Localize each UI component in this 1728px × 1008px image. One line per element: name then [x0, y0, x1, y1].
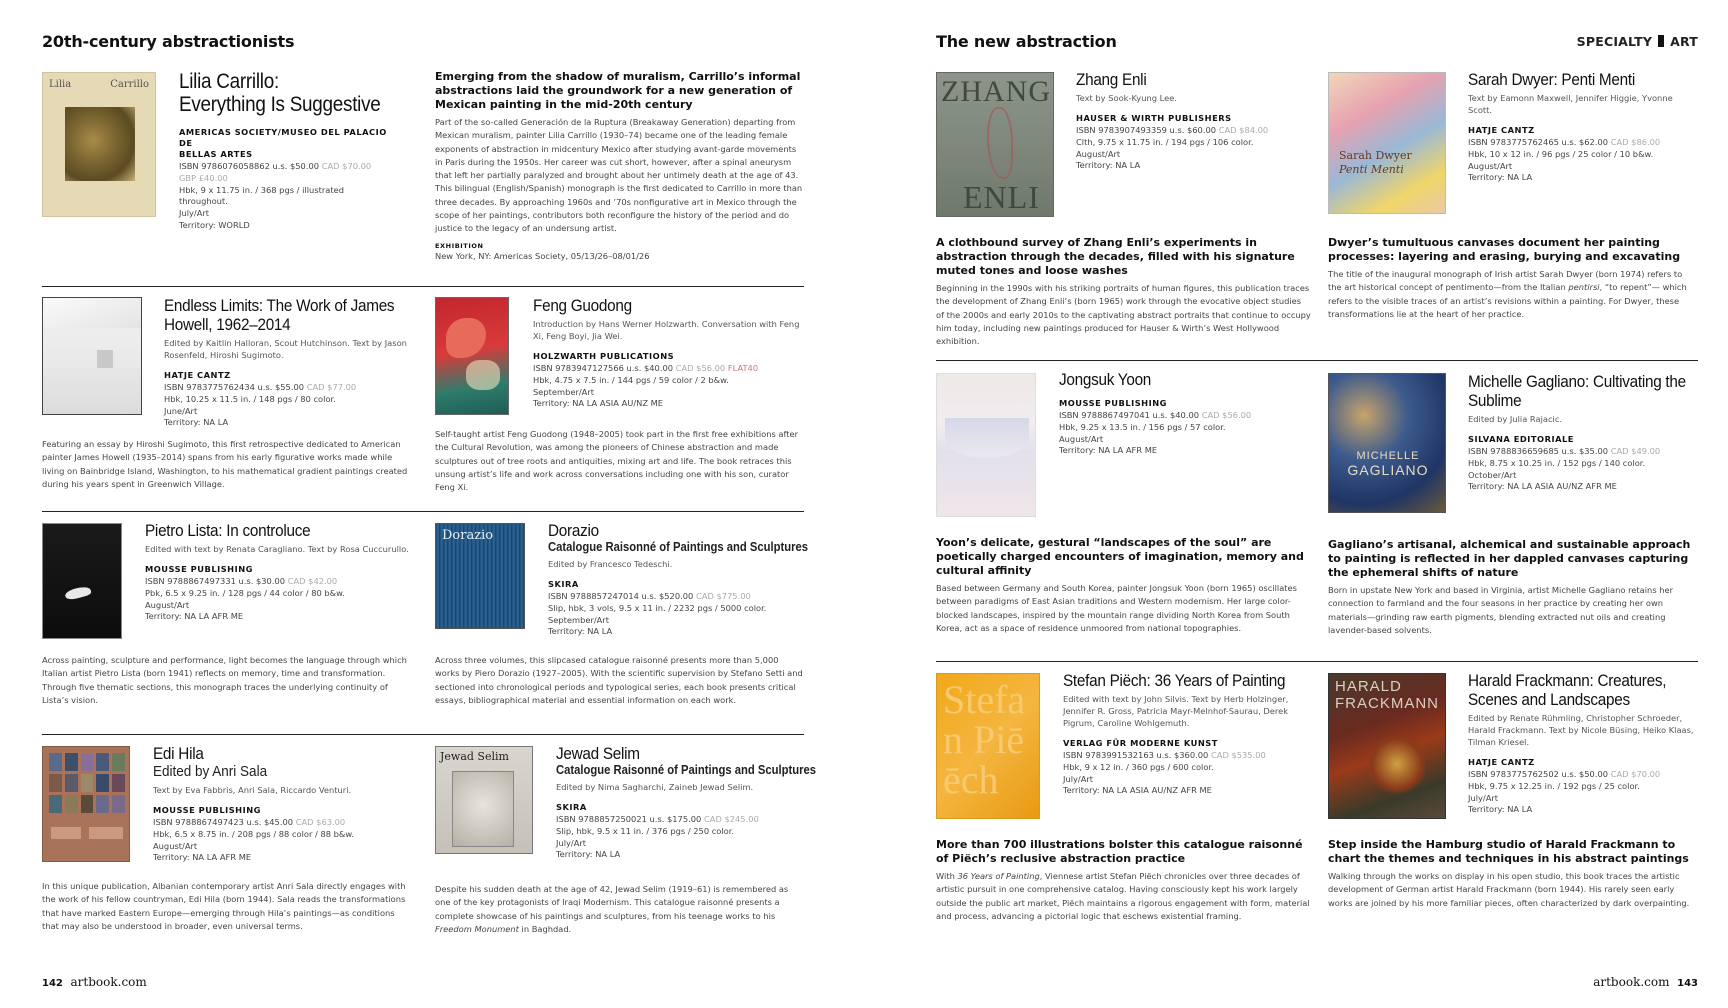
book-title[interactable]: Lilia Carrillo:	[179, 70, 279, 93]
book-title[interactable]: Endless Limits: The Work of James	[164, 296, 395, 315]
book-hila	[153, 744, 410, 864]
book-headline: Step inside the Hamburg studio of Harald Frackmann to chart the themes and techniques in his abstract paintings	[1328, 838, 1689, 865]
right-page	[936, 0, 1698, 1008]
book-meta: ISBN 9788857250021 u.s. $175.00 CAD $245.00 Slip, hbk, 9.5 x 11 in. / 376 pgs / 250 color. July/Art Territory: NA LA	[556, 814, 759, 860]
book-credits: Edited by Francesco Tedeschi.	[548, 559, 673, 569]
book-cover-zhang[interactable]	[936, 72, 1054, 217]
publisher: AMERICAS SOCIETY/MUSEO DEL PALACIO DE BELLAS ARTES	[179, 127, 387, 159]
book-cover-selim[interactable]	[435, 746, 533, 854]
book-body: In this unique publication, Albanian contemporary artist Anri Sala directly engages with the work of his fellow countryman, Edi Hila (born 1944). Sala reads the transformations that have marked Eastern Europe—emerging through Hila’s paintings—as conditions that may also be understood in broader, even universal terms.	[42, 881, 406, 931]
book-body: Based between Germany and South Korea, painter Jongsuk Yoon (born 1965) oscillates between paradigms of East Asian traditions and Western modernism. Her large color-blocked landscapes, inspired by the mountain range dividing North Korea from South Korea, act as a space of residence unmoored from national topographies.	[936, 583, 1297, 633]
cover-artwork	[446, 318, 486, 358]
book-cover-lista[interactable]	[42, 523, 122, 639]
cover-text: Dorazio	[442, 528, 494, 543]
publisher: MOUSSE PUBLISHING	[145, 564, 253, 574]
cover-text: Penti Menti	[1339, 163, 1404, 176]
divider	[936, 661, 1698, 662]
book-lista	[145, 521, 410, 623]
cover-artwork	[43, 298, 142, 328]
cover-artwork	[64, 585, 92, 601]
book-piech-description	[936, 838, 1311, 923]
publisher: SKIRA	[556, 802, 587, 812]
publisher: MOUSSE PUBLISHING	[1059, 398, 1167, 408]
book-title[interactable]: Howell, 1962–2014	[164, 315, 291, 334]
book-yoon	[1059, 370, 1304, 457]
book-headline: More than 700 illustrations bolster this catalogue raisonné of Piëch’s reclusive abstraction practice	[936, 838, 1303, 865]
section-title: The new abstraction	[936, 32, 1117, 51]
book-cover-gagliano[interactable]	[1328, 373, 1446, 513]
publisher: SILVANA EDITORIALE	[1468, 434, 1574, 444]
book-title[interactable]: Jewad Selim	[556, 744, 640, 763]
book-credits: Text by Eamonn Maxwell, Jennifer Higgie, Yvonne Scott.	[1468, 93, 1673, 115]
cover-artwork	[945, 418, 1029, 458]
book-body: Beginning in the 1990s with his striking portraits of human figures, this publication traces the development of Zhang Enli’s (born 1965) work through the evocative object studies of the 2000s and early 2010s to the captivating abstract portraits that continue to occupy him today, including new paintings produced for Hauser & Wirth’s West Hollywood exhibition.	[936, 283, 1311, 347]
book-credits: Text by Sook-Kyung Lee.	[1076, 93, 1177, 103]
book-carrillo	[179, 70, 389, 232]
cover-artwork	[65, 107, 135, 181]
cover-artwork	[466, 360, 500, 390]
cover-text: Jewad Selim	[440, 750, 509, 763]
book-title[interactable]: Feng Guodong	[533, 296, 632, 315]
book-title[interactable]: Pietro Lista: In controluce	[145, 521, 311, 540]
book-title[interactable]: Stefan Piëch: 36 Years of Painting	[1063, 671, 1286, 690]
book-headline: Emerging from the shadow of muralism, Carrillo’s informal abstractions laid the groundwork for a new generation of Mexican painting in the mid-20th century	[435, 70, 801, 111]
book-cover-yoon[interactable]	[936, 373, 1036, 517]
cover-text: Lilia	[49, 79, 72, 90]
cover-artwork	[452, 771, 514, 847]
publisher: VERLAG FÜR MODERNE KUNST	[1063, 738, 1218, 748]
book-body: Born in upstate New York and based in Virginia, artist Michelle Gagliano retains her connection to farmland and the four seasons in her practice by creating her own materials—grinding raw earth pigments, blending extracted nut oils and creating lavender-based solvents.	[1328, 585, 1674, 635]
book-meta: ISBN 9786076058862 u.s. $50.00 CAD $70.00 GBP £40.00 Hbk, 9 x 11.75 in. / 368 pgs / illustrated throughout. July/Art Territory: WORLD	[179, 161, 372, 230]
book-body: Featuring an essay by Hiroshi Sugimoto, this first retrospective dedicated to American painter James Howell (1935–2014) spans from his early figurative works made while living on Bainbridge Island, Washington, to his mathematical gradient paintings created during his years spent in Greenwich Village.	[42, 439, 408, 489]
book-meta: ISBN 9783775762465 u.s. $62.00 CAD $86.00 Hbk, 10 x 12 in. / 96 pgs / 25 color / 10 b&w. August/Art Territory: NA LA	[1468, 137, 1661, 183]
book-meta: ISBN 9783775762502 u.s. $50.00 CAD $70.00 Hbk, 9.75 x 12.25 in. / 192 pgs / 25 color. July/Art Territory: NA LA	[1468, 769, 1661, 815]
cover-text: MICHELLE	[1356, 450, 1420, 462]
book-title[interactable]: Edi Hila	[153, 744, 204, 763]
book-selim	[556, 744, 817, 861]
book-frackmann	[1468, 671, 1698, 816]
exhibition-label: EXHIBITION	[435, 241, 484, 250]
book-credits: Edited with text by Renata Caragliano. Text by Rosa Cuccurullo.	[145, 544, 409, 554]
book-headline: Yoon’s delicate, gestural “landscapes of the soul” are poetically charged encounters of imagination, memory and cultural affinity	[936, 536, 1304, 577]
cover-artwork	[97, 350, 113, 368]
book-meta: ISBN 9783947127566 u.s. $40.00 CAD $56.00 FLAT40 Hbk, 4.75 x 7.5 in. / 144 pgs / 59 color / 2 b&w. September/Art Territory: NA LA ASIA AU/NZ ME	[533, 363, 759, 409]
exhibition-info: New York, NY: Americas Society, 05/13/26–08/01/26	[435, 250, 650, 261]
book-dwyer	[1468, 70, 1698, 184]
book-cover-hila[interactable]	[42, 746, 130, 862]
book-title[interactable]: Jongsuk Yoon	[1059, 370, 1152, 389]
cover-text: GAGLIANO	[1347, 462, 1429, 478]
footer: artbook.com 143	[1593, 975, 1698, 989]
divider	[42, 511, 804, 512]
book-body: Self-taught artist Feng Guodong (1948–2005) took part in the first free exhibitions after the Cultural Revolution, was among the pioneers of Chinese abstraction and made sculptures out of tree roots and antiquities, mixing art and life. The book retraces this unsung artist’s life and work across conversations including one with his son, curator Feng Xi.	[435, 429, 799, 493]
book-cover-feng[interactable]	[435, 297, 509, 415]
cover-text: ZHANG	[941, 75, 1051, 108]
book-carrillo-description	[435, 70, 804, 263]
book-meta: ISBN 9788867497423 u.s. $45.00 CAD $63.00 Hbk, 6.5 x 8.75 in. / 208 pgs / 88 color / 88 b&w. August/Art Territory: NA LA AFR ME	[153, 817, 355, 863]
cover-text: HARALD FRACKMANN	[1335, 678, 1440, 712]
publisher: HOLZWARTH PUBLICATIONS	[533, 351, 675, 361]
book-zhang-description	[936, 236, 1311, 348]
book-meta: ISBN 9788867497041 u.s. $40.00 CAD $56.00 Hbk, 9.25 x 13.5 in. / 156 pgs / 57 color. August/Art Territory: NA LA AFR ME	[1059, 410, 1252, 456]
book-body: The title of the inaugural monograph of Irish artist Sarah Dwyer (born 1974) refers to the art historical concept of pentimento—from the Italian pentirsi, “to repent”— which refers to the visible traces of an artist’s revisions within a painting. For Dwyer, these transformations lie at the heart of her practice.	[1328, 269, 1687, 319]
book-yoon-description	[936, 536, 1306, 635]
book-title[interactable]: Harald Frackmann: Creatures,	[1468, 671, 1667, 690]
book-credits: Edited by Renate Rühmling, Christopher Schroeder, Harald Frackmann. Text by Nicole Büsing, Heiko Klaas, Tilman Kriesel.	[1468, 713, 1694, 747]
book-feng	[533, 296, 804, 410]
book-body: Across painting, sculpture and performance, light becomes the language through which Italian artist Pietro Lista (born 1941) reflects on memory, time and transformation. Through five thematic sections, this monograph traces the underlying continuity of Lista’s vision.	[42, 655, 407, 705]
cover-text: Carrillo	[110, 79, 149, 90]
book-title[interactable]: Sublime	[1468, 391, 1522, 410]
book-headline: Gagliano’s artisanal, alchemical and sustainable approach to painting is reflected in her dappled canvases capturing the ephemeral shifts of nature	[1328, 538, 1691, 579]
book-title[interactable]: Scenes and Landscapes	[1468, 690, 1630, 709]
book-meta: ISBN 9788867497331 u.s. $30.00 CAD $42.00 Pbk, 6.5 x 9.25 in. / 128 pgs / 44 color / 80 b&w. August/Art Territory: NA LA AFR ME	[145, 576, 345, 622]
book-gagliano-description	[1328, 538, 1698, 637]
book-subtitle: Catalogue Raisonné of Paintings and Sculptures	[548, 540, 809, 554]
cover-artwork	[987, 107, 1013, 179]
book-meta: ISBN 9788836659685 u.s. $35.00 CAD $49.00 Hbk, 8.75 x 10.25 in. / 152 pgs / 140 color. October/Art Territory: NA LA ASIA AU/NZ AFR ME	[1468, 446, 1661, 492]
book-subtitle: Edited by Anri Sala	[153, 763, 268, 780]
book-credits: Introduction by Hans Werner Holzwarth. Conversation with Feng Xi, Feng Boyi, Jia Wei.	[533, 319, 800, 341]
cover-text: Sarah Dwyer	[1339, 149, 1412, 162]
publisher: HATJE CANTZ	[1468, 125, 1535, 135]
book-title[interactable]: Sarah Dwyer: Penti Menti	[1468, 70, 1635, 89]
book-subtitle: Catalogue Raisonné of Paintings and Sculptures	[556, 763, 817, 777]
cover-artwork	[89, 827, 123, 839]
book-zhang	[1076, 70, 1306, 172]
book-credits: Edited by Julia Rajacic.	[1468, 414, 1563, 424]
footer-link[interactable]: artbook.com	[1593, 975, 1670, 989]
section-title: 20th-century abstractionists	[42, 32, 295, 51]
publisher: HATJE CANTZ	[164, 370, 231, 380]
book-headline: Dwyer’s tumultuous canvases document her painting processes: layering and erasing, burying and excavating	[1328, 236, 1681, 263]
book-frackmann-description	[1328, 838, 1698, 910]
left-page	[42, 0, 817, 1008]
book-body: Part of the so-called Generación de la Ruptura (Breakaway Generation) departing from Mexican muralism, painter Lilia Carrillo (1930–74) became one of the leading female exponents of abstraction in midcentury Mexico after studying avant-garde movements in Paris during the 1950s. Her career was cut short, however, after a spinal aneurysm that left her partially paralyzed and brought about her untimely death at the age of 43. This bilingual (English/Spanish) monograph is the first dedicated to Carrillo in more than three decades. By approaching 1960s and ’70s nonfigurative art in Mexico through the scope of her paintings, contributors both reconfigure the history of the period and do justice to the legacy of an undersung artist.	[435, 117, 803, 234]
book-body: Walking through the works on display in his open studio, this book traces the artistic development of German artist Harald Frackmann (born 1944). His rarely seen early works are joined by his more familiar pieces, often characterized by dark overpainting.	[1328, 871, 1690, 908]
cover-text: ENLI	[963, 179, 1040, 215]
book-title[interactable]: Dorazio	[548, 521, 599, 540]
book-credits: Edited by Nima Sagharchi, Zaineb Jewad Selim.	[556, 782, 754, 792]
book-meta: ISBN 9783907493359 u.s. $60.00 CAD $84.00 Clth, 9.75 x 11.75 in. / 194 pgs / 106 color. August/Art Territory: NA LA	[1076, 125, 1269, 171]
book-piech	[1063, 671, 1308, 797]
book-headline: A clothbound survey of Zhang Enli’s experiments in abstraction through the decades, filled with his signature muted tones and loose washes	[936, 236, 1295, 277]
book-cover-carrillo[interactable]	[42, 72, 156, 217]
divider	[936, 360, 1698, 361]
book-title[interactable]: Zhang Enli	[1076, 70, 1147, 89]
book-cover-piech[interactable]	[936, 673, 1040, 819]
publisher: HAUSER & WIRTH PUBLISHERS	[1076, 113, 1232, 123]
book-body: Despite his sudden death at the age of 42, Jewad Selim (1919–61) is remembered as one of the key protagonists of Iraqi Modernism. This catalogue raisonné presents a complete showcase of his paintings and sculptures, from his teenage works to his Freedom Monument in Baghdad.	[435, 884, 789, 934]
cover-artwork	[1369, 734, 1425, 794]
book-title[interactable]: Everything Is Suggestive	[179, 93, 381, 116]
book-dorazio	[548, 521, 809, 638]
book-body: With 36 Years of Painting, Viennese artist Stefan Piëch chronicles over three decades of artistic pursuit in one comprehensive catalog. Having consciously kept his work largely outside the public art market, Piëch maintains a rigorous engagement with form, material and process, advancing a pictorial logic that eschews existential framing.	[936, 871, 1310, 921]
book-title[interactable]: Michelle Gagliano: Cultivating the	[1468, 372, 1686, 391]
book-gagliano	[1468, 372, 1698, 493]
book-cover-dorazio[interactable]	[435, 523, 525, 629]
book-cover-frackmann[interactable]	[1328, 673, 1446, 819]
book-credits: Text by Eva Fabbris, Anri Sala, Riccardo Venturi.	[153, 785, 352, 795]
book-credits: Edited with text by John Silvis. Text by Herb Holzinger, Jennifer R. Gross, Patricia Mayr-Melnhof-Saurau, Derek Pigrum, Caroline Wohlgemuth.	[1063, 694, 1289, 728]
cover-artwork	[51, 827, 81, 839]
publisher: HATJE CANTZ	[1468, 757, 1535, 767]
cover-text: Stefa n Piē ēch	[943, 677, 1026, 802]
book-meta: ISBN 9788857247014 u.s. $520.00 CAD $775.00 Slip, hbk, 3 vols, 9.5 x 11 in. / 2232 pgs / 5000 color. September/Art Territory: NA LA	[548, 591, 767, 637]
book-credits: Edited by Kaitlin Halloran, Scout Hutchinson. Text by Jason Rosenfeld, Hiroshi Sugimoto.	[164, 338, 407, 360]
book-meta: ISBN 9783775762434 u.s. $55.00 CAD $77.00 Hbk, 10.25 x 11.5 in. / 148 pgs / 80 color. June/Art Territory: NA LA	[164, 382, 357, 428]
category-tag: SPECIALTY ART	[1576, 34, 1698, 49]
book-meta: ISBN 9783991532163 u.s. $360.00 CAD $535.00 Hbk, 9 x 12 in. / 360 pgs / 600 color. July/Art Territory: NA LA ASIA AU/NZ AFR ME	[1063, 750, 1266, 796]
publisher: MOUSSE PUBLISHING	[153, 805, 261, 815]
footer-link[interactable]: artbook.com	[70, 975, 147, 989]
book-cover-howell[interactable]	[42, 297, 142, 415]
book-dwyer-description	[1328, 236, 1698, 321]
book-body: Across three volumes, this slipcased catalogue raisonné presents more than 5,000 works by Piero Dorazio (1927–2005). With the scientific supervision by Stefano Setti and sectioned into chronological periods and typological series, each book presents critical essays, bibliographical material and essential information on each work.	[435, 655, 803, 705]
cover-artwork	[49, 753, 125, 813]
footer: 142 artbook.com	[42, 975, 147, 989]
publisher: SKIRA	[548, 579, 579, 589]
book-howell	[164, 296, 410, 429]
divider	[42, 734, 804, 735]
book-cover-dwyer[interactable]	[1328, 72, 1446, 214]
divider	[42, 286, 804, 287]
